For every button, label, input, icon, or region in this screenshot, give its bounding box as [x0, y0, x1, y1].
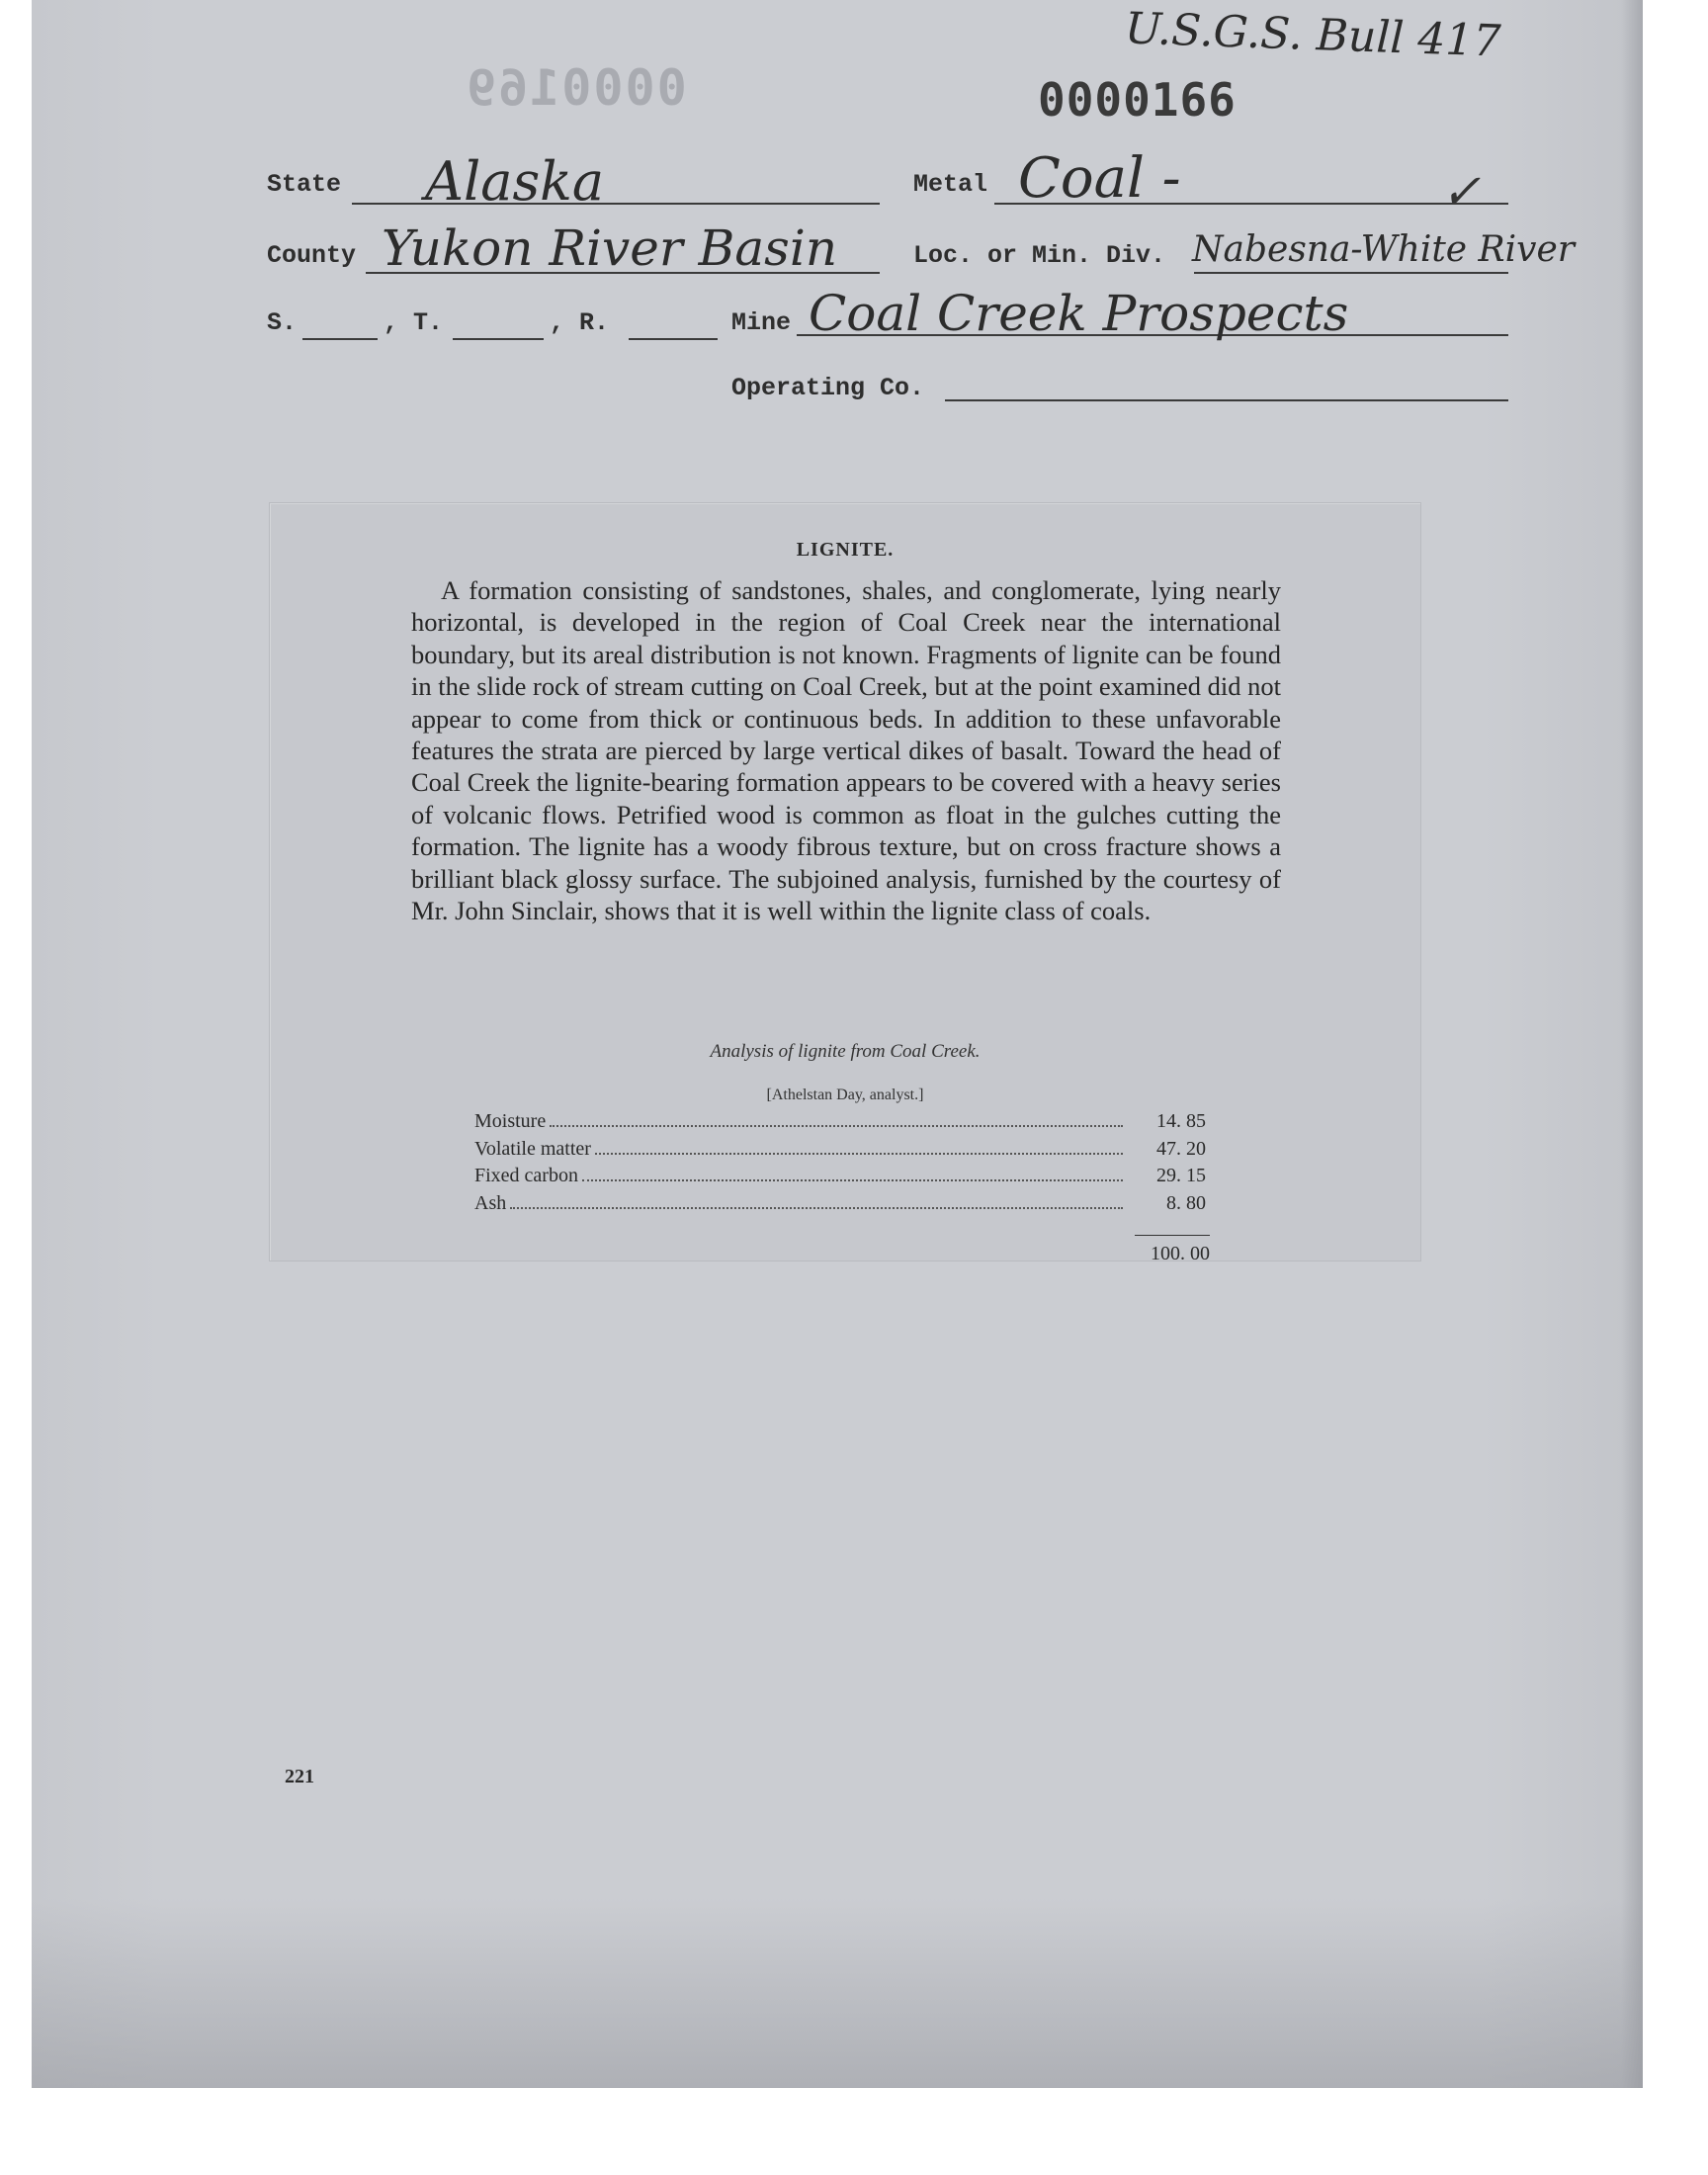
- analysis-value: 47. 20: [1156, 1137, 1206, 1160]
- analysis-row: [474, 1192, 1206, 1220]
- analyst-credit: [Athelstan Day, analyst.]: [766, 1087, 924, 1103]
- loc-label: Loc. or Min. Div.: [913, 241, 1166, 270]
- t-underline: [453, 338, 544, 340]
- leader-dots: [510, 1207, 1123, 1209]
- page-number: 221: [285, 1766, 314, 1787]
- clipping-body: A formation consisting of sandstones, shales, and conglomerate, lying nearly horizontal, is developed in the region of Coal Creek near the international boundary, but its areal distribution is not known. Fragments of lignite can be found in the slide rock of stream cutting on Coal Creek, but at the point examined did not appear to come from thick or continuous beds. In addition to these unfavorable features the strata are pierced by large vertical dikes of basalt. Toward the head of Coal Creek the lignite-bearing formation appears to be covered with a heavy series of volcanic flows. Petrified wood is common as float in the gulches cutting the formation. The lignite has a woody fibrous texture, but on cross fracture shows a brilliant black glossy surface. The subjoined analysis, furnished by the courtesy of Mr. John Sinclair, shows that it is well within the lignite class of coals.: [411, 575, 1281, 926]
- document-number: 0000166: [1038, 73, 1237, 127]
- loc-value: Nabesna-White River: [1192, 229, 1576, 270]
- analysis-caption: Analysis of lignite from Coal Creek.: [710, 1041, 981, 1062]
- analysis-label: Fixed carbon: [474, 1165, 578, 1186]
- analysis-label: Volatile matter: [474, 1137, 591, 1160]
- checkmark-icon: ✓: [1441, 164, 1482, 219]
- mine-label: Mine: [731, 308, 792, 337]
- t-label: , T.: [384, 308, 444, 337]
- loc-underline: [1194, 272, 1508, 274]
- operating-co-underline: [945, 399, 1508, 401]
- clipping-title: LIGNITE.: [796, 539, 895, 561]
- lignite-clipping: [269, 502, 1421, 1262]
- faint-stamp-number: 0000169: [465, 59, 687, 117]
- analysis-label: Moisture: [474, 1110, 547, 1132]
- leader-dots: [595, 1153, 1123, 1155]
- analysis-value: 14. 85: [1156, 1110, 1206, 1132]
- analysis-row: [474, 1165, 1206, 1192]
- sheet-edge-shadow: [1621, 0, 1643, 2088]
- mine-value: Coal Creek Prospects: [809, 285, 1349, 342]
- county-label: County: [267, 241, 357, 270]
- s-underline: [302, 338, 378, 340]
- total-rule: [1135, 1235, 1210, 1236]
- leader-dots: [550, 1125, 1123, 1127]
- s-label: S.: [267, 308, 298, 337]
- operating-co-label: Operating Co.: [731, 374, 925, 402]
- state-label: State: [267, 170, 342, 199]
- r-underline: [629, 338, 718, 340]
- metal-value: Coal -: [1018, 146, 1181, 211]
- reference-note: U.S.G.S. Bull 417: [1124, 3, 1502, 67]
- analysis-total: 100. 00: [1151, 1243, 1210, 1264]
- analysis-row: [474, 1110, 1206, 1138]
- analysis-label: Ash: [474, 1191, 507, 1214]
- county-value: Yukon River Basin: [382, 219, 838, 277]
- analysis-value: 29. 15: [1156, 1165, 1206, 1186]
- metal-label: Metal: [913, 170, 988, 199]
- r-label: , R.: [550, 308, 610, 337]
- sheet-bottom-shadow: [32, 1898, 1643, 2088]
- analysis-row: [474, 1138, 1206, 1166]
- state-value: Alaska: [425, 150, 605, 213]
- leader-dots: [582, 1179, 1123, 1181]
- analysis-table: [474, 1110, 1206, 1219]
- analysis-value: 8. 80: [1166, 1191, 1206, 1214]
